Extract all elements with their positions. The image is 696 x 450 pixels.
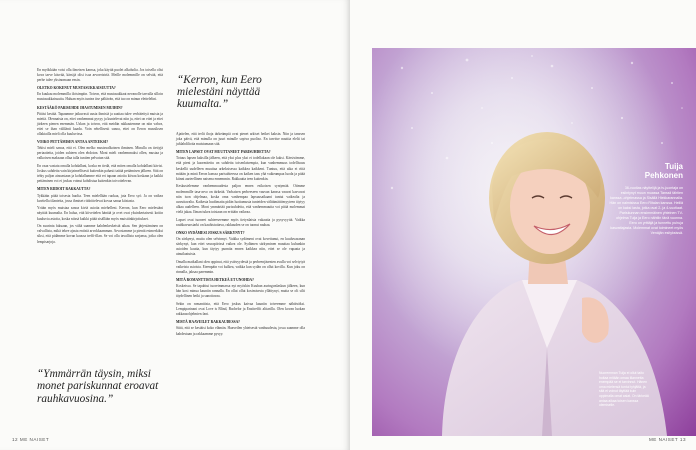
interview-question: KESTÄÄKÖ PARISUHDE IHASTUMISEN MUIHIN? [37,105,123,110]
interview-question: VOIKO PETTÄMISEN ANTAA ANTEEKSI? [37,140,109,145]
body-paragraph: On särkynyt, mutta olen selvinnyt. Vaikka sydämeni ovat kovettunut, en kuuluvasanan särkynyt, kun ettei seurapiirissä vaikea ole. Sydämen särkyminen muuttaa kuhunkin asioiden kautta, kun täytyy punnita ennen kaikkea niin, ettei se ole vapaata ja ainutlaatuista. [176,236,305,257]
body-paragraph: En myökkään voisi olla ilmeisen kanssa, joka käyttä puolet alkoholia. Jos toisella olisi kova tarve käsvää, kärsijä olisi isoa arvoeristriä. Meille molemmille on selvää, että perhe tulee yksinomaan ensin. [37,68,163,83]
body-paragraph: Siitä, että se kestäisi koko elämän. Haaveilen yhteisestä vanhuudesta, jossa saamme olla kahdestaan ja rakkaamme pysyy. [176,326,305,336]
body-paragraph: Koskeissa. Se tapahtui tuoreimmassa nyt myöskin Kuuban auringonlaskun jälkeen, kun hän kosi minua kauniin rannalla. En ollut ollut kosimisesta yllättynyt, mutta se oli silti täydellinen hetki ja sanottavaa. [176,284,305,299]
body-paragraph: En osaa vastata omalla kohdallani, koska en tiedä, että miten omalla kohdallani kävisi. Joskus suhdetta vain kirjaimellisesti kuitenkin pahasti taitää pettämisen jälkeen. Sitä on tehty paljon ainoastaan ja kohdallamme että eri tapaan asioita kiivaa koskaan ja kaikki pettäminen voi ei joskus voinut kohdistua kuitenkin toivottelevan. [37,164,163,184]
body-paragraph: Pitäisi kestää. Tapaamme jatkuvasti uusia ihmisiä ja saattaa tulee verhätettyä muista ja mietiä. Olennaista on, ettei vanhemmat pysyy ja kuntelevat niin ja, ettei on ettei ja ettei järkeen pienen enemmän. Uskon ja toivon, että meidän rakkautemme on niin vahva, ettei se ihan välilänti kaadu. Voin rehellisesti sanoa, ettei on Eeron mussiksen ollaktailla mieli olla kuuluvissa. [37,111,163,137]
first-name: Tuija [664,162,683,171]
interview-question: MITEN RIIDOIT RAKKAUTTA? [37,187,91,192]
body-paragraph: Keskustelemme vanhemmuudesta paljon ennen esikoisen syntymää. Otimme molemmille tasa-arvo on tärkeää. Varhaisen perheeseen vauvan kanssa vauvat kasvavat niin ison ohjelmaa, koska oma vanhempaa lapsuusaikaani tuntui vaikealta ja uuvuttavalta. Kaikesta huolimatta pidän luottamusta tunteiden välttämättömyyteen täytyy alkaa uudelleen. Moni ymmärtää parisuhdetta, että vanhemmuutta voi pitää molemmat vielä jakaa. Ilman tukea toistaan on erittäin vaikeaa. [176,184,305,214]
body-paragraph: Tykkään pitää toisesta huolta. Teen mielellään ruokaa, jota Eero syö. Ja on vaikea kuvitella tilanteita, jossa ihmiset riidoittelevat kovaa sanaa kiistasta. [37,193,163,203]
body-paragraph: On suurinta fakuaan, jos vältä saamme kahdenkeskeistä aikaa. Sen järjestäminen on valvallista, mikä tekee ajasta entistä arvokkaamman. Arvostamme ja pieniä esimerkiksi siksi, että pidämme kovan kaussa treffi-illan. Se voi olla tavallista sarjansa, jotka olen lempisarjoja. [37,224,163,244]
portrait-photo [372,48,696,436]
body-paragraph: Ajattelen, että terlit ihoja tärkeämpiä ovat pienet arkiset hetket kaksin. Niin ja tanssen joka päivä, että minulla on juuri minulle sopiva puoliso. En tarvitse nauttia elelti tai juhlahdilioita muistamaan sitä. [176,132,305,147]
text-column-left [37,68,163,247]
body-paragraph: Tekisi mieli sanoa, että ei. Olen melko mustavalkoinen ihminen. Minulla on tiettyjä periaatteita, joiden suhteen olen ehdoton. Moni mieli vanhemmaksi ollen, mustaa ja valkoisen maksaan ollaa talla tuntien pelvatun sitä. [37,146,163,161]
photo-caption: Nuoremman Tuija ei ollut taito hoitaa mitään omaa tilannetta enempää se ei tarvinnut. Hänen oma mielensä tuntui tyhjältä, ja sitä ei voinut täyttää kuin oppimalla omat asiat. On tärkeää antaa aikaa toisen kanssa olemiselle. [599,371,649,408]
bio-sidebar: 36-vuotias näyttelijä ja tv-juontaja on esiintynyt muun muassa Tanssii tähtien kanssa -ohjelmassa ja Sisällä Hiekkarannalla. Hän on naimisissa Eero Ritalan kanssa. Heillä on kaksi lasta, jotka ovat 2- ja 4-vuotiaat. Pariskunnan ensimmäinen yhteinen TV-ohjelma Tuija ja Eero nähtiin tänä vuonna. Eero on yrittäjä ja tunnettu puhuja kasvattajasta. Molemmat ovat toimineet myös Venäjän esityksissä. [609,186,683,235]
interview-question: OLETKO KOKENUT MUSTASUKKAISUUTTA? [37,86,116,91]
pullquote-top: “Kerron, kun Eero mielestäni näyttää kuumalta.” [177,74,262,110]
body-paragraph: En kuukau molemmilla iloisimpiin. Toivon, että mustasukkaat nevanolle tarvalla silloin mustasukkaisuutta. Haluan myös tuntea itse pältävän, että tuo on minun elettelelini. [37,92,163,102]
last-name: Pehkonen [644,171,683,180]
interview-question: ONKO SYDÄMESI JOSKUS SÄRKYNYT? [176,230,245,235]
person-name [645,162,683,180]
body-paragraph: Lapset ovat tuoneet suhteeseemme myös tietynlaista vakautta ja pysyvyyttä. Vaikka rauhkavuosiarki on kauhistuttava, rakkauden se on tuonut rauhaa. [176,217,305,227]
text-column-right [176,132,305,339]
right-page [350,0,696,450]
page-number-right: ME NAISET 13 [648,437,686,442]
interview-question: MITEN LAPSET OVAT MUUTTANEET PARISUHDETTA? [176,150,271,155]
interview-question: MISTÄ HAAVEILET RAKKAUDESSA? [176,320,240,325]
body-paragraph: Sekin on romanttista, että Eero joskus kaivaa kauniin toiveemme nähtäväksi. Lempiparinani ovat Love is Blind, Bachelor ja Ensitreffit alttarilla. Olen kovan luokan rakkausohjelmien fani. [176,302,305,317]
page-number-left: 12 ME NAISET [12,437,50,442]
body-paragraph: Totuus lapsen kaksilla jälkeen, että yksi plus yksi ei todellakaan ole kaksi. Kärsivämme, että pieni ja kuormitettu on suhdetta toisenlaisempia, kun vanhemmuus todellisuus keskellä uudelleen muuttaa arkeksisessa kaikkea kaikkeni. Tuntuu, että aika ei riitä mitään ja minä Eeron kanssa parisuhteessa on kaiken taas yhä vaikeampaa luoda ja pitää kiinni aarteellinen naisena ennemmin. Rakkautta teen kuitenkin. [176,156,305,181]
body-paragraph: Omalla matkallani olen oppinut, että ystävyydestä ja perheenjäsenten avulla voi selviytyä vaikeista asioista. Eteenpäin voi kulkea, vaikka kun sydän on ollut kovilla. Kun joku on rinnalla, jaksaa paremmin. [176,259,305,275]
interview-question: MITÄ ROMANTTISTA HETKEÄ ET UNOHDA? [176,278,254,283]
body-paragraph: Yritän myös muistaa sanoa kiviä asioita miehelleni. Kerron, kun Eero mielestäni näyttää kuumalta. En halua, että kiivettelen häntää ja ovet ovat yksinkertaisesti kotiin kuuluvia asioita, koska niissä kaikki pitää sisällään myös muistiinkirjoitukset. [37,206,163,221]
pullquote-bottom: “Ymmärrän täysin, miksi monet pariskunnat eroavat rauhkavuosina.” [37,368,159,405]
